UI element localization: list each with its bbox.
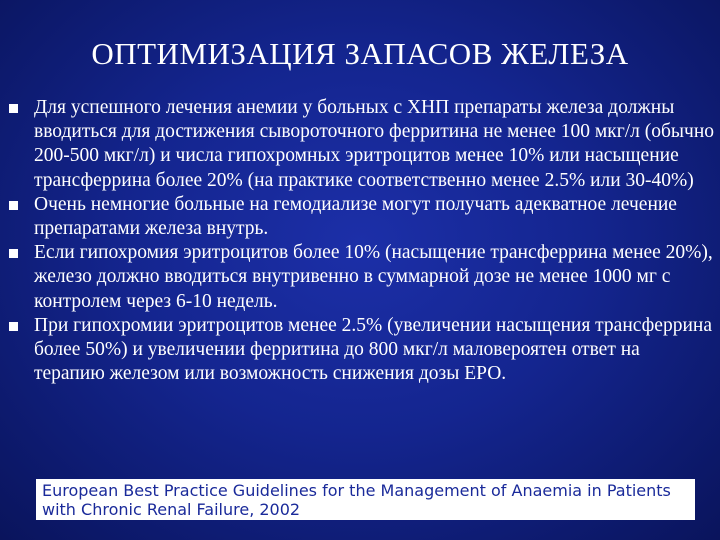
bullet-text: Для успешного лечения анемии у больных с ХНП препараты железа должны вводиться для достижения сывороточного ферритина не менее 100 мкг/л (обычно 200-500 мкг/л) и числа гипохромных эритроцитов менее 10% или насыщение трансферрина более 20% (на практике соответственно менее 2.5% или 30-40%): [34, 97, 715, 191]
bullet-text: При гипохромии эритроцитов менее 2.5% (увеличении насыщения трансферрина более 50%) и увеличении ферритина до 800 мкг/л маловероятен ответ на терапию железом или возможность снижения дозы ЕРО.: [34, 314, 712, 385]
square-bullet-icon: [9, 322, 18, 331]
citation-text: European Best Practice Guidelines for the Management of Anaemia in Patients with Chronic Renal Failure, 2002: [42, 481, 671, 519]
citation-box: [36, 479, 695, 520]
bullet-text: Если гипохромия эритроцитов более 10% (насыщение трансферрина менее 20%), железо должно вводиться внутривенно в суммарной дозе не менее 1000 мг с контролем через 6-10 недель.: [34, 242, 713, 312]
square-bullet-icon: [9, 104, 18, 113]
bullet-item: [8, 241, 714, 314]
bullet-item: [8, 96, 714, 193]
bullet-item: [8, 314, 714, 387]
slide-title: ОПТИМИЗАЦИЯ ЗАПАСОВ ЖЕЛЕЗА: [91, 36, 629, 71]
bullet-text: Очень немногие больные на гемодиализе могут получать адекватное лечение препаратами железа внутрь.: [34, 193, 677, 240]
square-bullet-icon: [9, 201, 18, 210]
square-bullet-icon: [9, 249, 18, 258]
bullet-item: [8, 193, 714, 241]
bullet-list: [8, 96, 714, 386]
